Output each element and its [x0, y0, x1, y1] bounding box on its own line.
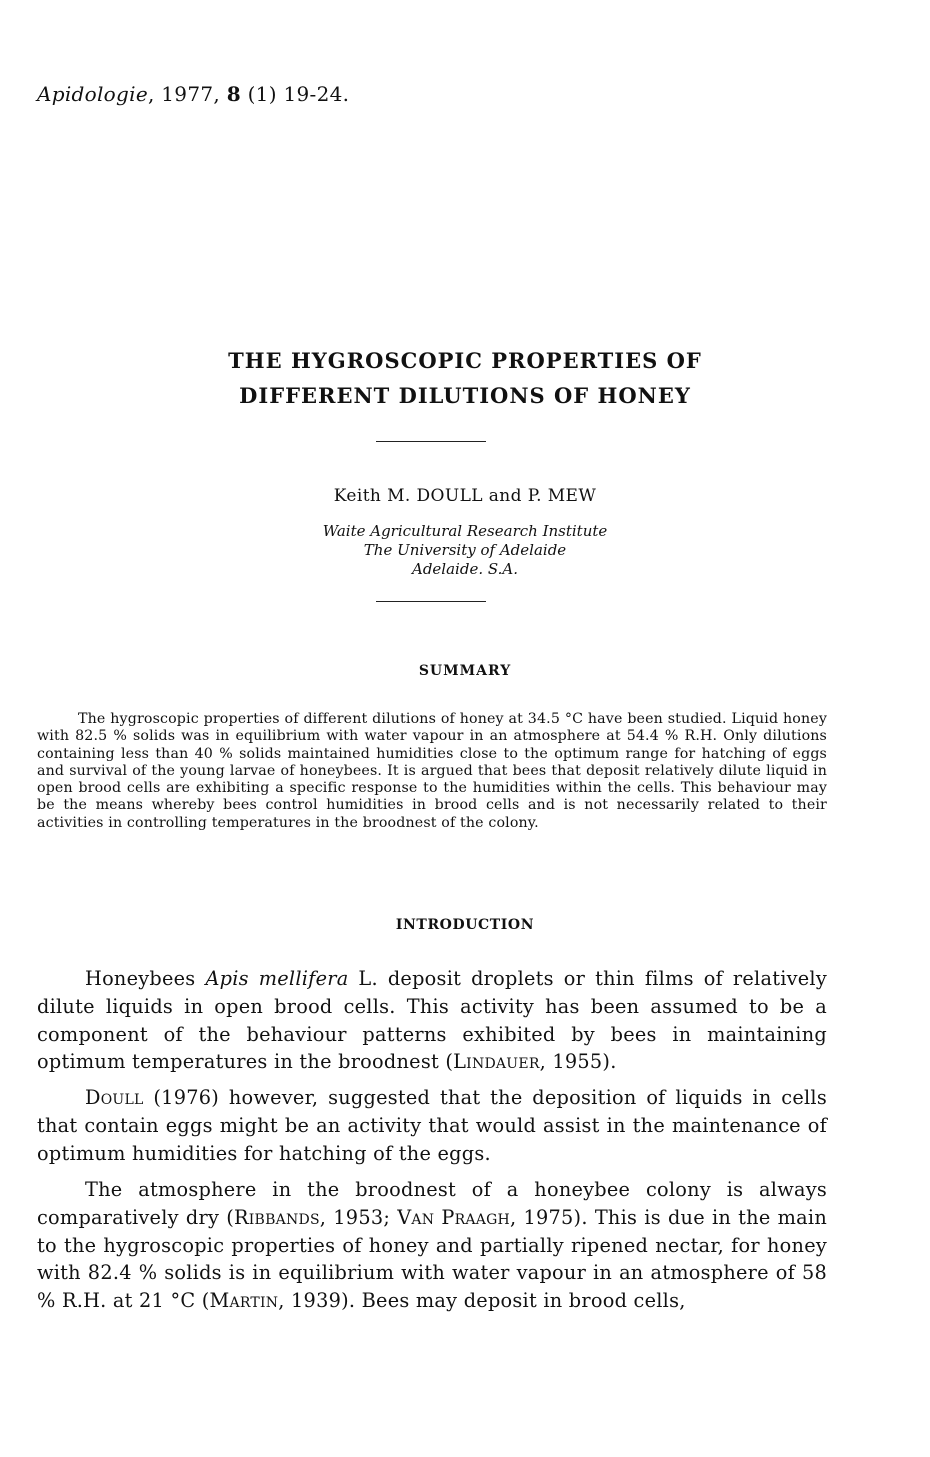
species-name: Apis mellifera: [205, 967, 349, 990]
text-run: Honeybees: [85, 967, 206, 990]
title-divider: [376, 441, 486, 442]
affiliation-line-1: Waite Agricultural Research Institute: [322, 522, 608, 540]
reference-author: Van Praagh: [397, 1205, 510, 1229]
affiliation-line-2: The University of Adelaide: [363, 541, 567, 559]
text-run: , 1955).: [539, 1050, 617, 1074]
introduction-heading: INTRODUCTION: [395, 917, 535, 933]
intro-paragraph-2: [37, 1084, 827, 1167]
journal-citation: [37, 82, 349, 106]
paper-title: [0, 343, 930, 413]
title-line-2: DIFFERENT DILUTIONS OF HONEY: [239, 383, 691, 408]
text-run: L. deposit droplets or thin films of relatively dilute liquids in open brood cells. This activity has been assumed to be a component of the behaviour patterns exhibited by bees in maintaining optimum temperatures in the broodnest (: [37, 967, 827, 1074]
journal-name: Apidologie: [37, 82, 148, 106]
affiliation-divider: [376, 601, 486, 602]
reference-author: Doull: [85, 1086, 144, 1109]
text-run: , 1975). This is due in the main to the hygroscopic properties of honey and partially ripened nectar, for honey with 82.4 % solids is in equilibrium with water vapour in an atmosphere of 58 % R.H. at 21 °C (: [37, 1205, 827, 1313]
reference-author: Ribbands: [233, 1205, 320, 1229]
affiliation-line-3: Adelaide. S.A.: [412, 560, 518, 578]
reference-author: Lindauer: [453, 1050, 540, 1074]
intro-paragraph-3: [37, 1176, 827, 1315]
text-run: (1976) however, suggested that the deposition of liquids in cells that contain eggs might be an activity that would assist in the maintenance of optimum humidities for hatching of the eggs.: [37, 1086, 827, 1165]
text-run: , 1953;: [319, 1205, 398, 1229]
title-line-1: THE HYGROSCOPIC PROPERTIES OF: [228, 348, 702, 373]
text-run: , 1939). Bees may deposit in brood cells,: [278, 1289, 686, 1313]
citation-issue-pages: (1) 19-24.: [240, 82, 350, 106]
summary-text: The hygroscopic properties of different dilutions of honey at 34.5 °C have been studied. Liquid honey with 82.5 % solids was in equilibrium with water vapour in an atmosphere at 54.4 % R.H. Only dilutions containing less than 40 % solids maintained humidities close to the optimum range for hatching of eggs and survival of the young larvae of honeybees. It is argued that bees that deposit relatively dilute liquid in open brood cells are exhibiting a specific response to the humidities within the cells. This behaviour may be the means whereby bees control humidities in brood cells and is not necessarily related to their activities in controlling temperatures in the broodnest of the colony.: [37, 711, 827, 831]
text-run: The atmosphere in the broodnest of a honeybee colony is always comparatively dry (: [37, 1178, 827, 1229]
intro-paragraph-1: [37, 965, 827, 1076]
summary-heading: SUMMARY: [418, 663, 512, 679]
affiliation: [0, 522, 930, 579]
citation-volume: 8: [226, 82, 241, 106]
authors: Keith M. DOULL and P. MEW: [333, 486, 597, 506]
reference-author: Martin: [209, 1289, 279, 1313]
citation-year: , 1977,: [147, 82, 227, 106]
